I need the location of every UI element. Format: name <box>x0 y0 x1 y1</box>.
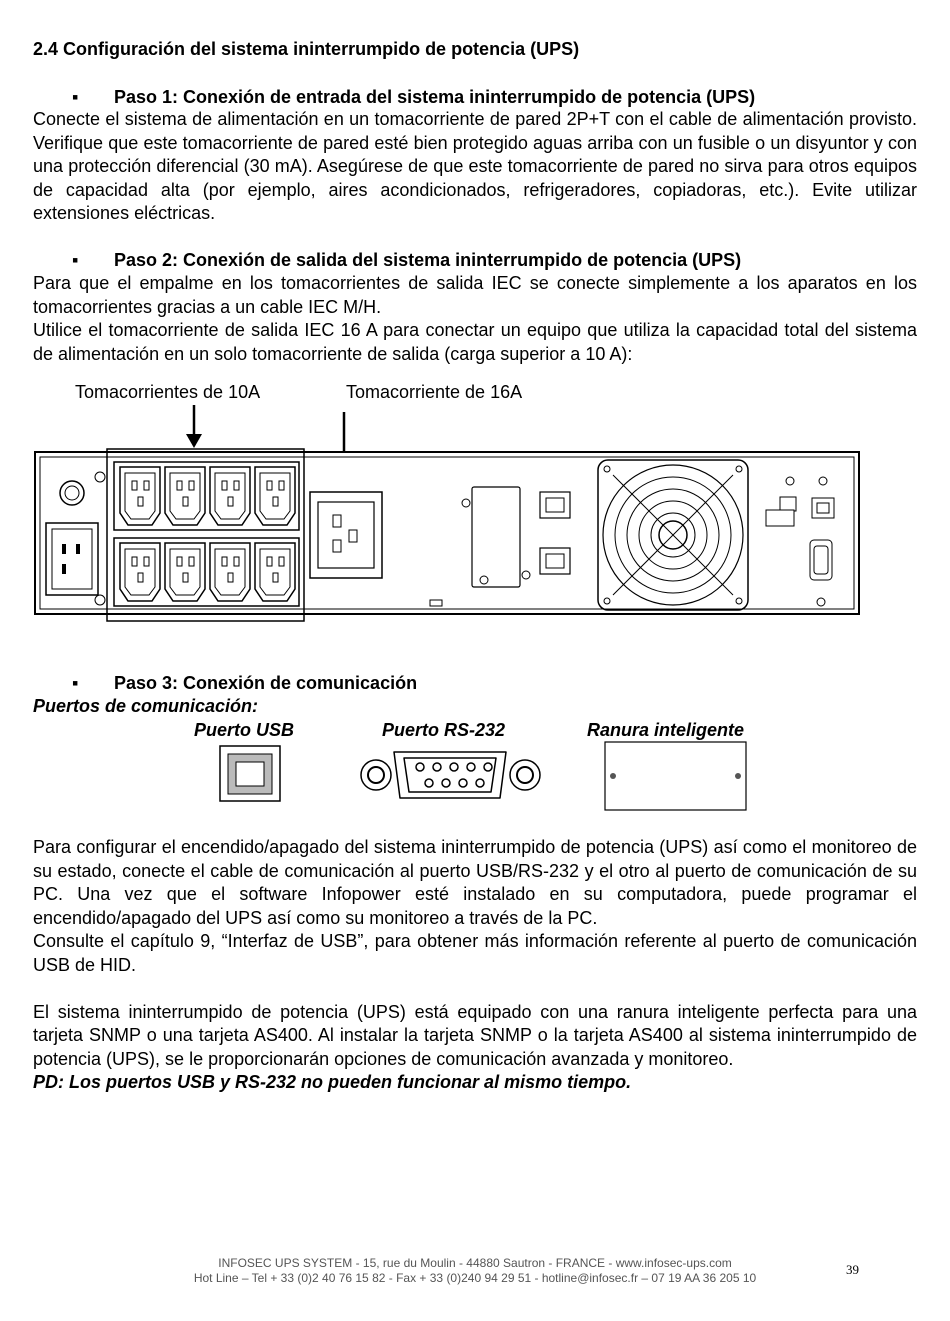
step3-body <box>33 836 917 1095</box>
usb-port-icon <box>220 746 280 801</box>
usb-port-label: Puerto USB <box>194 720 295 740</box>
step2-paragraph-2: Utilice el tomacorriente de salida IEC 16 A para conectar un equipo que utiliza la capacidad total del sistema de alimentación en un solo tomacorriente de salida (carga superior a 10 A): <box>33 320 917 364</box>
page-footer <box>120 1256 830 1286</box>
label-16a-outlet: Tomacorriente de 16A <box>346 382 523 402</box>
ups-chassis <box>35 452 859 614</box>
step2-title: Paso 2: Conexión de salida del sistema ininterrumpido de potencia (UPS) <box>114 250 742 270</box>
communication-ports-illustration <box>0 738 950 818</box>
step1-bullet: ▪ <box>72 87 79 107</box>
step3-paragraph-2: Consulte el capítulo 9, “Interfaz de USB”, para obtener más información referente al puerto de comunicación USB de HID. <box>33 931 917 975</box>
smart-slot-icon <box>605 742 746 810</box>
arrow-10a-icon <box>186 405 202 448</box>
step1-body <box>33 108 917 226</box>
step3-note: PD: Los puertos USB y RS-232 no pueden funcionar al mismo tiempo. <box>33 1072 632 1092</box>
step3-paragraph-1: Para configurar el encendido/apagado del sistema ininterrumpido de potencia (UPS) así como el monitoreo de su estado, conecte el cable de comunicación al puerto USB/RS-232 y el otro al puerto de comunicación de su PC. Una vez que el software Infopower esté instalado en su computadora, puede programar el encendido/apagado del UPS así como su monitoreo a través de la PC. <box>33 837 917 928</box>
step2-body <box>33 272 917 366</box>
footer-address: INFOSEC UPS SYSTEM - 15, rue du Moulin - 44880 Sautron - FRANCE - www.infosec-ups.com <box>218 1256 732 1270</box>
paragraph-spacer <box>33 977 917 1001</box>
rs232-port-label: Puerto RS-232 <box>382 720 506 740</box>
step3-heading <box>72 672 417 694</box>
page-number: 39 <box>846 1262 859 1277</box>
smart-slot-label: Ranura inteligente <box>587 720 745 740</box>
step1-paragraph: Conecte el sistema de alimentación en un tomacorriente de pared 2P+T con el cable de alimentación provisto. Verifique que este tomacorriente de pared esté bien protegido aguas arriba con un fusible o un disyuntor y con una protección diferencial (30 mA). Asegúrese de que este tomacorriente de pared no sirva para otros equipos de capacidad alta (por ejemplo, aires acondicionados, refrigeradores, copiadoras, etc.). Evite utilizar extensiones eléctricas. <box>33 109 917 223</box>
step2-paragraph-1: Para que el empalme en los tomacorrientes de salida IEC se conecte simplemente a los aparatos en los tomacorrientes gracias a un cable IEC M/H. <box>33 273 917 317</box>
step1-title: Paso 1: Conexión de entrada del sistema ininterrumpido de potencia (UPS) <box>114 87 756 107</box>
label-10a-outlets: Tomacorrientes de 10A <box>75 382 261 402</box>
section-title: 2.4 Configuración del sistema ininterrumpido de potencia (UPS) <box>33 39 580 59</box>
step1-heading <box>72 86 755 108</box>
footer-hotline: Hot Line – Tel + 33 (0)2 40 76 15 82 - Fax + 33 (0)240 94 29 51 - hotline@infosec.fr – 07 19 AA 36 205 10 <box>193 1271 757 1285</box>
ups-rear-panel-diagram <box>0 400 950 630</box>
step2-bullet: ▪ <box>72 250 79 270</box>
step3-paragraph-3: El sistema ininterrumpido de potencia (UPS) está equipado con una ranura inteligente perfecta para una tarjeta SNMP o una tarjeta AS400. Al instalar la tarjeta SNMP o la tarjeta AS400 al sistema ininterrumpido de potencia (UPS), se le proporcionarán opciones de comunicación avanzada y monitoreo. <box>33 1001 917 1069</box>
step3-title: Paso 3: Conexión de comunicación <box>114 673 418 693</box>
step2-heading <box>72 249 741 271</box>
ports-heading: Puertos de comunicación: <box>33 696 259 716</box>
step3-bullet: ▪ <box>72 673 79 693</box>
rs232-port-icon <box>361 752 540 798</box>
